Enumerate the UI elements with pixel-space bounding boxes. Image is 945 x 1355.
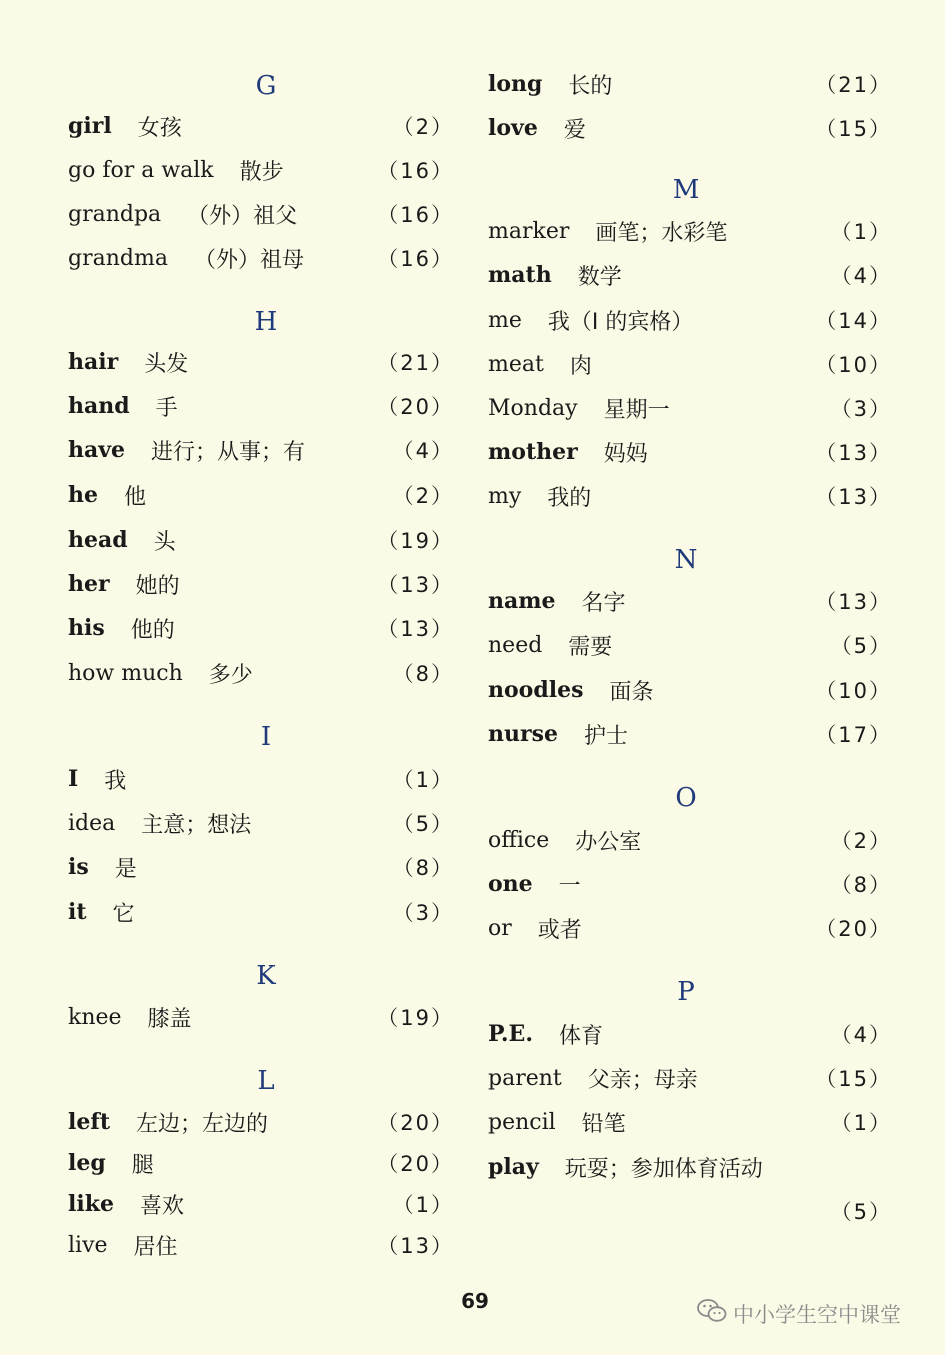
entry: left 左边；左边的 （20） (68, 1109, 454, 1137)
entry: love 爱 （15） (488, 115, 892, 143)
entry: one 一 （8） (488, 871, 892, 899)
entry: office 办公室 （2） (488, 827, 892, 855)
entry: marker 画笔；水彩笔 （1） (488, 218, 892, 246)
entry: idea 主意；想法 （5） (68, 810, 454, 838)
entry: girl 女孩 （2） (68, 113, 454, 141)
entry: or 或者 （20） (488, 915, 892, 943)
entry: meat 肉 （10） (488, 351, 892, 379)
entry: me 我（I 的宾格） （14） (488, 307, 892, 335)
entry: long 长的 （21） (488, 71, 892, 99)
entry: need 需要 （5） (488, 632, 892, 660)
entry: grandpa （外）祖父 （16） (68, 201, 454, 229)
entry: is 是 （8） (68, 854, 454, 882)
section-letter-m: M (672, 175, 700, 205)
entry: he 他 （2） (68, 482, 454, 510)
entry: parent 父亲；母亲 （15） (488, 1065, 892, 1093)
watermark (697, 1298, 901, 1329)
entry: mother 妈妈 （13） (488, 439, 892, 467)
entry: go for a walk 散步 （16） (68, 157, 454, 185)
wechat-icon (697, 1298, 727, 1329)
entry: pencil 铅笔 （1） (488, 1109, 892, 1137)
entry: noodles 面条 （10） (488, 677, 892, 705)
entry: his 他的 （13） (68, 615, 454, 643)
watermark-text: 中小学生空中课堂 (733, 1302, 901, 1327)
entry: live 居住 （13） (68, 1232, 454, 1260)
entry: leg 腿 （20） (68, 1150, 454, 1178)
entry: my 我的 （13） (488, 483, 892, 511)
entry: her 她的 （13） (68, 571, 454, 599)
page-number: 69 (461, 1289, 489, 1313)
section-letter-p: P (677, 977, 695, 1007)
entry: hand 手 （20） (68, 393, 454, 421)
entry: Monday 星期一 （3） (488, 395, 892, 423)
entry: like 喜欢 （1） (68, 1191, 454, 1219)
entry: I 我 （1） (68, 766, 454, 794)
entry: have 进行；从事；有 （4） (68, 437, 454, 465)
section-letter-l: L (257, 1066, 275, 1096)
section-letter-g: G (255, 71, 277, 101)
entry: head 头 （19） (68, 527, 454, 555)
entry: how much 多少 （8） (68, 660, 454, 688)
section-letter-o: O (675, 783, 697, 813)
entry: nurse 护士 （17） (488, 721, 892, 749)
section-letter-k: K (256, 961, 276, 991)
entry: P.E. 体育 （4） (488, 1021, 892, 1049)
entry: grandma （外）祖母 （16） (68, 245, 454, 273)
entry: name 名字 （13） (488, 588, 892, 616)
entry-continuation: （5） (830, 1200, 892, 1224)
section-letter-i: I (260, 722, 272, 752)
entry: math 数学 （4） (488, 262, 892, 290)
section-letter-n: N (674, 545, 698, 575)
entry: knee 膝盖 （19） (68, 1004, 454, 1032)
section-letter-h: H (254, 307, 278, 337)
entry: hair 头发 （21） (68, 349, 454, 377)
entry: it 它 （3） (68, 899, 454, 927)
entry: play 玩耍；参加体育活动 (488, 1154, 763, 1182)
